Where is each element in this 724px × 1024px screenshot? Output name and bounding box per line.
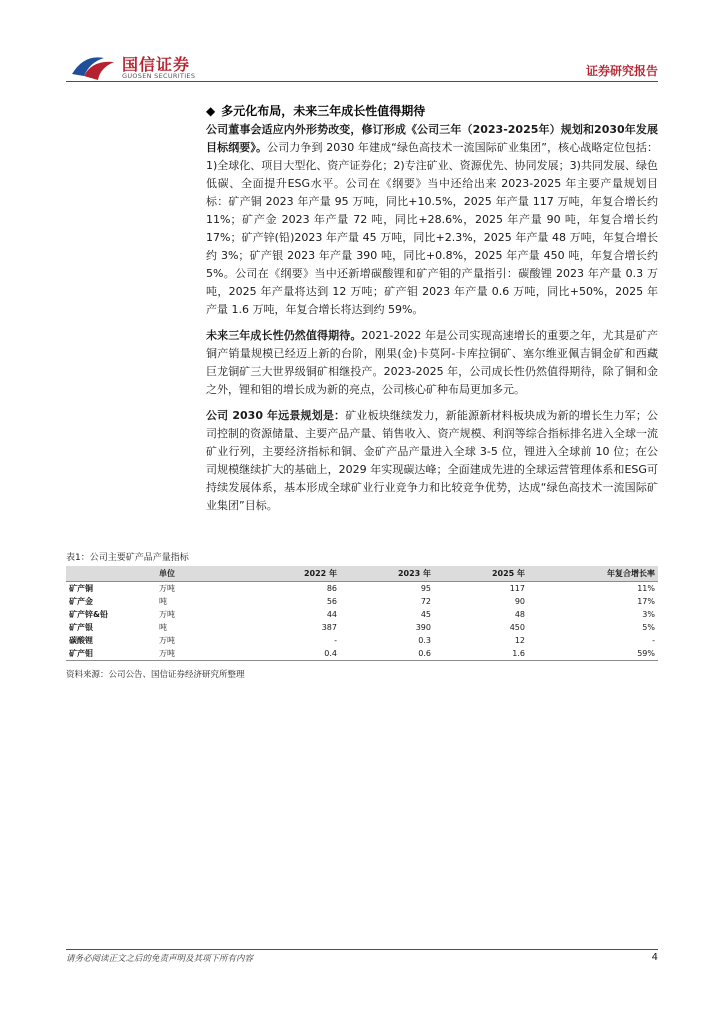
paragraph-strategy (206, 121, 658, 319)
table-header-cell: 2022 年 (246, 566, 340, 582)
table-cell: 95 (420, 584, 431, 593)
table-header-row (66, 566, 658, 582)
section-title: 多元化布局，未来三年成长性值得期待 (221, 104, 426, 118)
header-divider (66, 81, 658, 82)
table-cell: - (652, 636, 655, 645)
paragraph-vision-2030 (206, 407, 658, 515)
paragraph-lead: 未来三年成长性仍然值得期待。 (206, 329, 362, 342)
production-table-section (66, 550, 658, 680)
table-cell: 矿产银 (69, 623, 93, 632)
table-cell: 48 (514, 610, 525, 619)
diamond-bullet-icon: ◆ (206, 104, 216, 118)
table-cell: 56 (326, 597, 337, 606)
table-cell: 59% (528, 647, 658, 661)
table-row (66, 647, 658, 661)
table-cell: 0.6 (340, 647, 434, 661)
table-cell: 矿产铜 (69, 584, 93, 593)
table-cell: 390 (415, 623, 431, 632)
table-cell: 0.4 (246, 647, 340, 661)
table-cell: 86 (326, 584, 337, 593)
table-cell: 117 (509, 584, 525, 593)
table-cell: 吨 (159, 597, 167, 606)
table-header-cell (66, 566, 156, 582)
table-cell: 17% (637, 597, 655, 606)
table-cell: 44 (326, 610, 337, 619)
brand-name-en: GUOSEN SECURITIES (122, 72, 196, 80)
table-cell: 12 (514, 636, 525, 645)
table-cell: 3% (642, 610, 655, 619)
paragraph-body: 矿业板块继续发力，新能源新材料板块成为新的增长生力军；公司控制的资源储量、主要产品产量、销售收入、资产规模、利润等综合指标排名进入全球一流矿业行列，主要经济指标和铜、金矿产品产量进入全球 3-5 位，锂进入全球前 10 位；在公司规模继续扩大的基础上，2029 年实现碳达峰；全面建成先进的全球运营管理体系和ESG可持续发展体系，基本形成全球矿业行业竞争力和比较竞争优势，达成“绿色高技术一流国际矿业集团”目标。 (206, 409, 658, 512)
footer-divider (66, 949, 658, 950)
section-heading (206, 102, 658, 120)
paragraph-growth (206, 327, 658, 399)
table-header-cell: 2023 年 (340, 566, 434, 582)
table-header-cell: 单位 (156, 566, 246, 582)
table-cell: 万吨 (159, 610, 175, 619)
table-cell: 矿产锌&铅 (69, 610, 108, 619)
production-table (66, 566, 658, 661)
table-cell: - (334, 636, 337, 645)
paragraph-body: 2021-2022 年是公司实现高速增长的重要之年，尤其是矿产铜产销量规模已经迈上新的台阶，刚果(金)卡莫阿-卡库拉铜矿、塞尔维亚佩吉铜金矿和西藏巨龙铜矿三大世界级铜矿相继投产。2023-2025 年，公司成长性仍然值得期待，除了铜和金之外，锂和钼的增长成为新的亮点，公司核心矿种布局更加多元。 (206, 329, 659, 396)
table-row (66, 608, 658, 621)
document-type: 证券研究报告 (585, 64, 658, 78)
page-number: 4 (651, 952, 658, 963)
brand-name-cn: 国信证券 (122, 55, 191, 74)
page-header (0, 0, 724, 90)
table-cell: 万吨 (156, 647, 246, 661)
table-cell: 碳酸锂 (69, 636, 93, 645)
table-cell: 矿产金 (69, 597, 93, 606)
table-cell: 45 (420, 610, 431, 619)
table-row (66, 634, 658, 647)
paragraph-body: 公司力争到 2030 年建成“绿色高技术一流国际矿业集团”，核心战略定位包括：1)全球化、项目大型化、资产证券化；2)专注矿业、资源优先、协同发展；3)共同发展、绿色低碳、全面提升ESG水平。公司在《纲要》当中还给出来 2023-2025 年主要产量规划目标：矿产铜 2023 年产量 95 万吨，同比+10.5%，2025 年产量 117 万吨，年复合增长约 11%；矿产金 2023 年产量 72 吨，同比+28.6%，2025 年产量 90 吨，年复合增长约 17%；矿产锌(铅)2023 年产量 45 万吨，同比+2.3%，2025 年产量 48 万吨，年复合增长约 3%；矿产银 2023 年产量 390 吨，同比+0.8%，2025 年产量 450 吨，年复合增长约 5%。公司在《纲要》当中还新增碳酸锂和矿产钼的产量指引：碳酸锂 2023 年产量 0.3 万吨，2025 年产量将达到 12 万吨；矿产钼 2023 年产量 0.6 万吨，同比+50%，2025 年产量 1.6 万吨，年复合增长将达到约 59%。 (206, 141, 659, 316)
table-cell: 0.3 (418, 636, 431, 645)
table-cell: 万吨 (159, 636, 175, 645)
table-cell: 吨 (159, 623, 167, 632)
table-cell: 万吨 (159, 584, 175, 593)
table-cell: 1.6 (434, 647, 528, 661)
footer-disclaimer: 请务必阅读正文之后的免责声明及其项下所有内容 (66, 954, 254, 964)
table-cell: 450 (509, 623, 525, 632)
table-row (66, 621, 658, 634)
table-row (66, 582, 658, 596)
table-source-note: 资料来源：公司公告、国信证券经济研究所整理 (66, 670, 245, 680)
paragraph-lead: 公司董事会适应内外形势改变，修订形成《公司三年（2023-2025年）规划和2030年发展目标纲要》。 (206, 123, 658, 154)
paragraph-lead: 公司 2030 年远景规划是： (206, 409, 346, 422)
table-cell: 5% (642, 623, 655, 632)
table-header-cell: 2025 年 (434, 566, 528, 582)
table-cell: 90 (514, 597, 525, 606)
table-cell: 387 (321, 623, 337, 632)
table-title: 表1：公司主要矿产品产量指标 (66, 553, 189, 563)
guosen-logo-icon (70, 52, 116, 82)
table-cell: 72 (420, 597, 431, 606)
table-header-cell: 年复合增长率 (528, 566, 658, 582)
main-content (206, 102, 658, 523)
table-cell: 矿产钼 (66, 647, 156, 661)
table-row (66, 595, 658, 608)
table-cell: 11% (637, 584, 655, 593)
